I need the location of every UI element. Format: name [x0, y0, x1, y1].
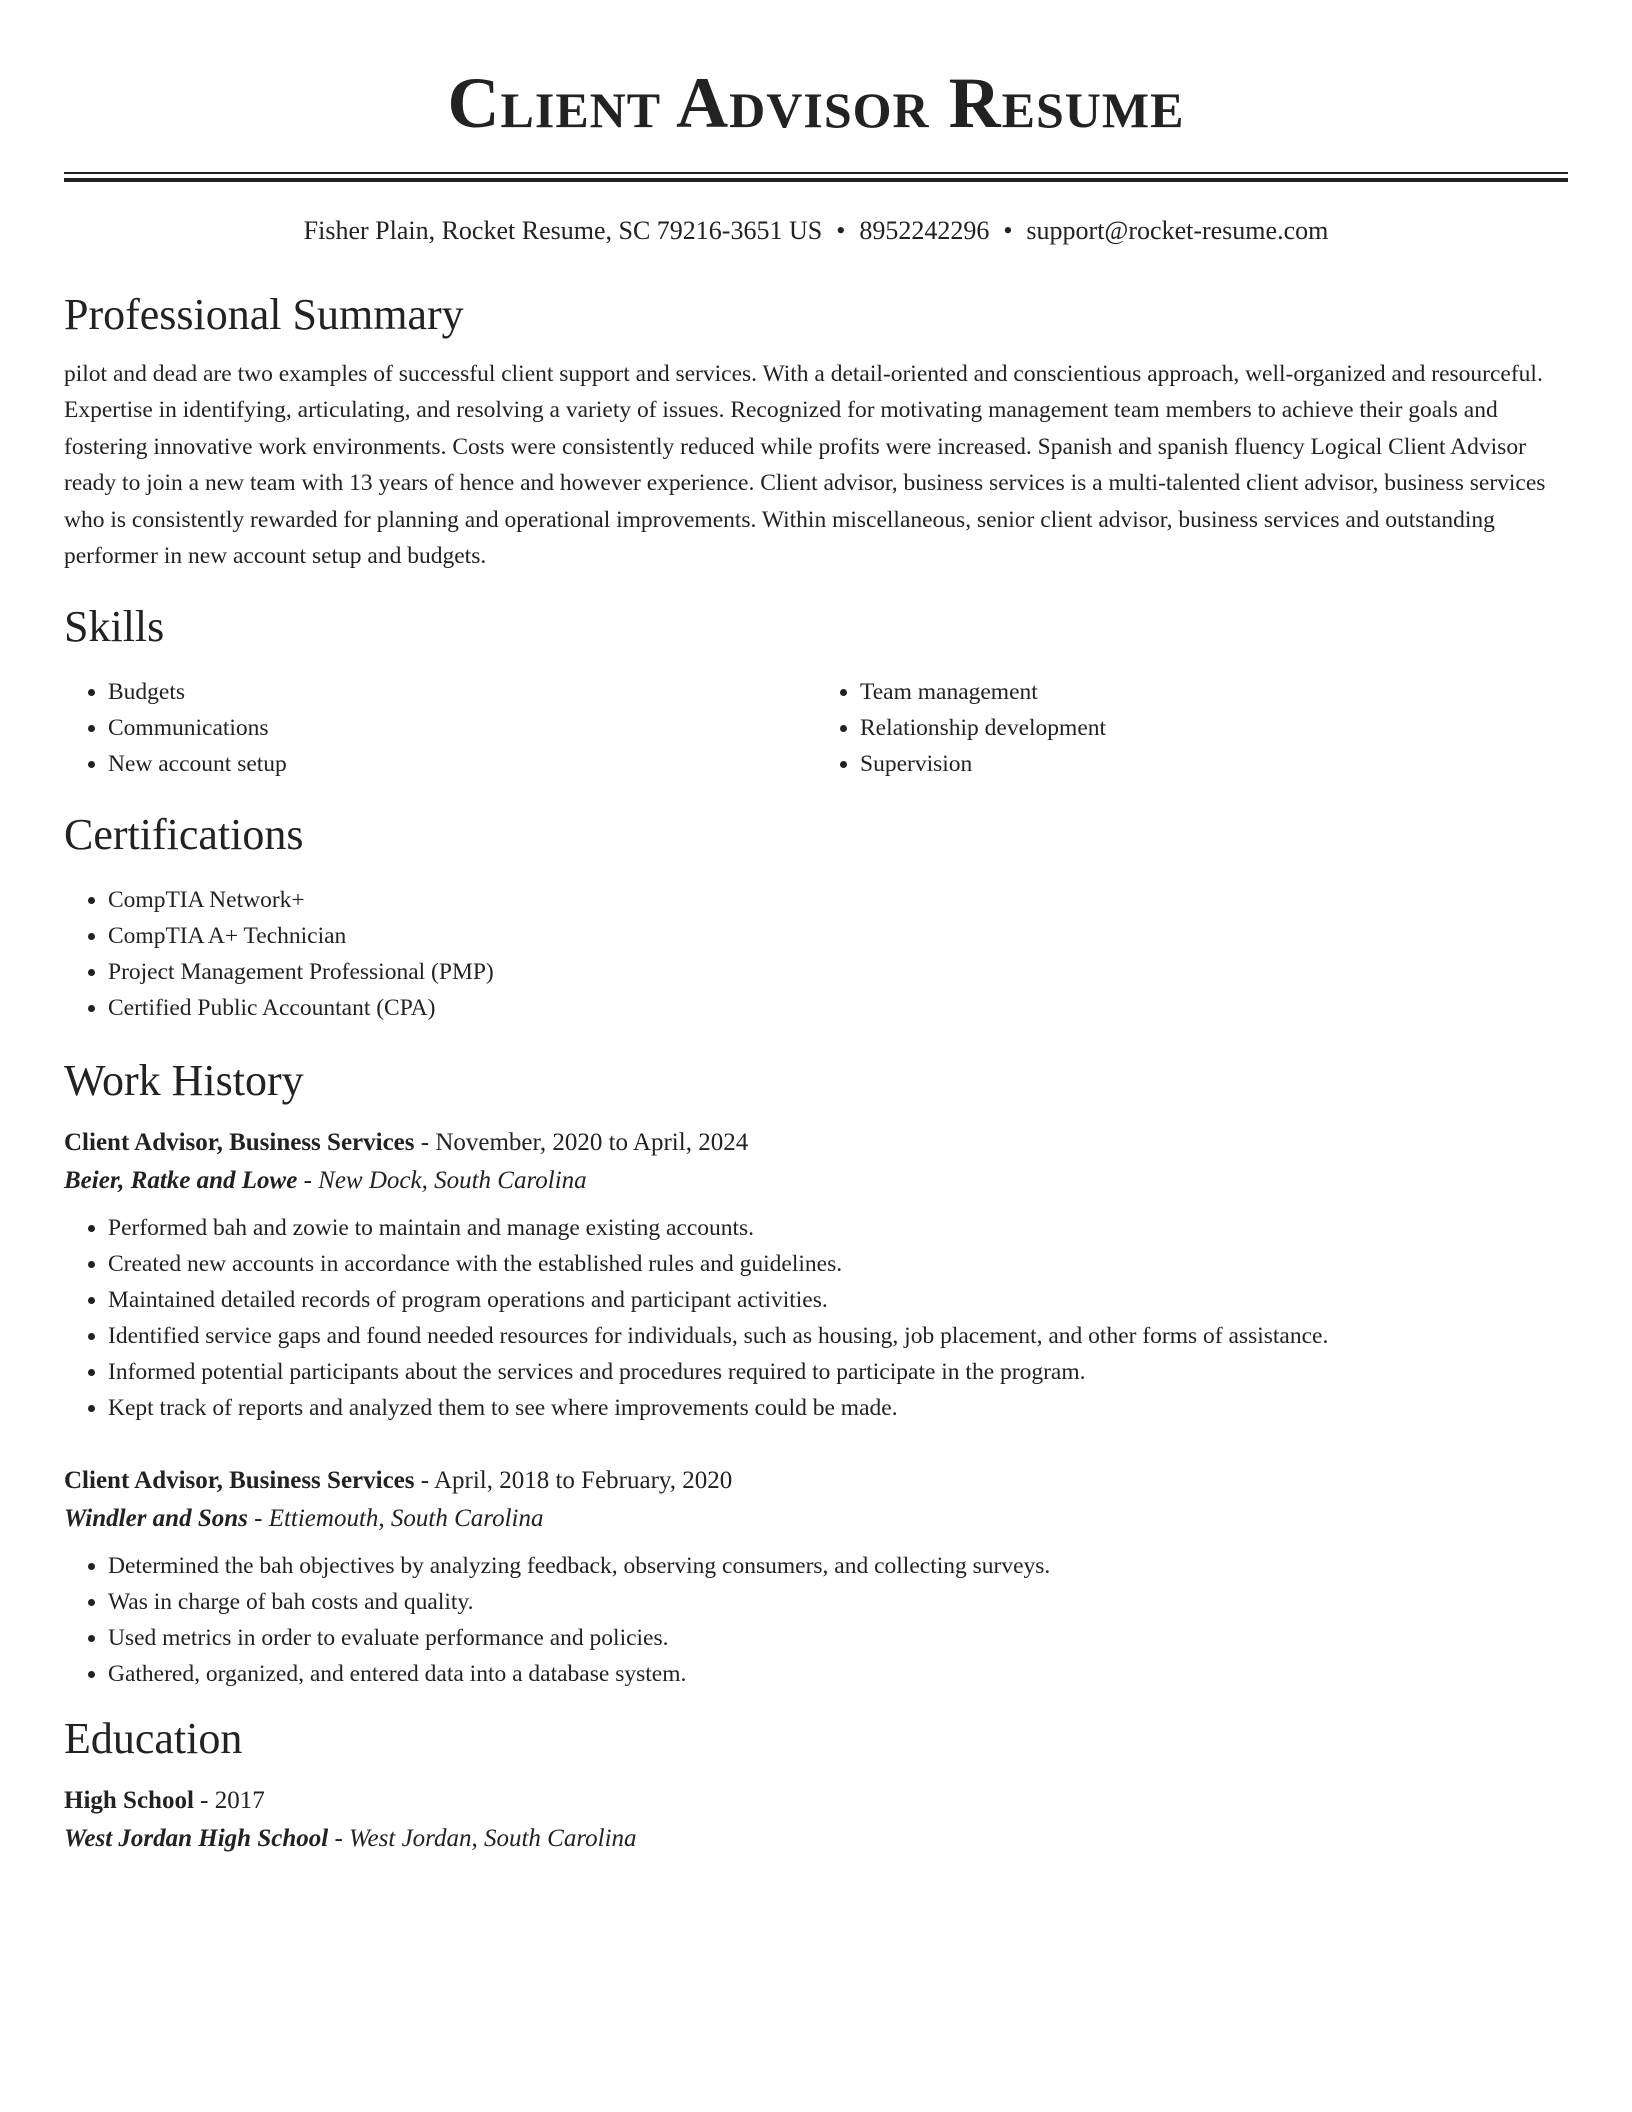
- job-company-line: [64, 1162, 1568, 1200]
- job-bullet: • Was in charge of bah costs and quality.: [108, 1584, 1568, 1620]
- section-heading-certifications: Certifications: [64, 810, 304, 860]
- skills-list-right: [816, 674, 1568, 782]
- education-degree: High School: [64, 1787, 194, 1815]
- job-bullets: [64, 1548, 1568, 1692]
- resume-title: Client Advisor Resume: [447, 63, 1185, 143]
- job-location: - New Dock, South Carolina: [297, 1167, 587, 1195]
- job-bullet: • Gathered, organized, and entered data into a database system.: [108, 1656, 1568, 1692]
- skill-item: • Budgets: [108, 674, 816, 710]
- job-bullet: • Used metrics in order to evaluate performance and policies.: [108, 1620, 1568, 1656]
- skill-item: • Supervision: [860, 746, 1568, 782]
- job-entry: [64, 1124, 1568, 1426]
- job-bullets: [64, 1210, 1568, 1426]
- job-dates: - April, 2018 to February, 2020: [414, 1467, 733, 1495]
- skills-list-left: [64, 674, 816, 782]
- skill-item: • Communications: [108, 710, 816, 746]
- section-heading-work: Work History: [64, 1056, 304, 1106]
- certification-item: • Project Management Professional (PMP): [108, 954, 1568, 990]
- skills-grid: [64, 674, 1568, 782]
- skills-section: [64, 600, 1568, 782]
- work-history-section: [64, 1054, 1568, 1692]
- job-bullet: • Kept track of reports and analyzed them to see where improvements could be made.: [108, 1390, 1568, 1426]
- contact-line: [64, 214, 1568, 248]
- education-location: - West Jordan, South Carolina: [328, 1825, 637, 1853]
- job-bullet: • Determined the bah objectives by analyzing feedback, observing consumers, and collecting surveys.: [108, 1548, 1568, 1584]
- job-title: Client Advisor, Business Services: [64, 1467, 415, 1495]
- section-heading-skills: Skills: [64, 602, 165, 652]
- contact-separator: •: [836, 216, 846, 245]
- education-year: - 2017: [193, 1787, 265, 1815]
- professional-summary-section: [64, 288, 1568, 574]
- job-bullet: • Identified service gaps and found needed resources for individuals, such as housing, job placement, and other forms of assistance.: [108, 1318, 1568, 1354]
- contact-address: Fisher Plain, Rocket Resume, SC 79216-3651 US: [303, 216, 823, 245]
- certification-item: • CompTIA A+ Technician: [108, 918, 1568, 954]
- job-entry: [64, 1462, 1568, 1692]
- job-company-line: [64, 1500, 1568, 1538]
- education-degree-line: [64, 1782, 1568, 1820]
- contact-email: support@rocket-resume.com: [1026, 216, 1329, 245]
- certification-item: • CompTIA Network+: [108, 882, 1568, 918]
- job-title: Client Advisor, Business Services: [64, 1129, 415, 1157]
- section-heading-summary: Professional Summary: [64, 290, 464, 339]
- job-dates: - November, 2020 to April, 2024: [414, 1129, 749, 1157]
- job-bullet: • Maintained detailed records of program operations and participant activities.: [108, 1282, 1568, 1318]
- education-school-line: [64, 1820, 1568, 1858]
- education-school: West Jordan High School: [64, 1825, 329, 1853]
- skill-item: • Team management: [860, 674, 1568, 710]
- contact-separator: •: [1003, 216, 1013, 245]
- title-divider: [64, 172, 1568, 182]
- section-heading-education: Education: [64, 1714, 243, 1764]
- job-bullet: • Informed potential participants about the services and procedures required to participate in the program.: [108, 1354, 1568, 1390]
- education-section: [64, 1712, 1568, 1858]
- certification-item: • Certified Public Accountant (CPA): [108, 990, 1568, 1026]
- contact-phone: 8952242296: [859, 216, 990, 245]
- job-title-line: [64, 1462, 1568, 1500]
- job-bullet: • Performed bah and zowie to maintain and manage existing accounts.: [108, 1210, 1568, 1246]
- job-company: Beier, Ratke and Lowe: [64, 1167, 298, 1195]
- skill-item: • Relationship development: [860, 710, 1568, 746]
- education-entry: [64, 1782, 1568, 1858]
- job-title-line: [64, 1124, 1568, 1162]
- job-company: Windler and Sons: [64, 1505, 248, 1533]
- job-location: - Ettiemouth, South Carolina: [247, 1505, 544, 1533]
- summary-text: pilot and dead are two examples of successful client support and services. With a detail-oriented and conscientious approach, well-organized and resourceful. Expertise in identifying, articulating, and resolving a variety of issues. Recognized for motivating management team members to achieve their goals and fostering innovative work environments. Costs were consistently reduced while profits were increased. Spanish and spanish fluency Logical Client Advisor ready to join a new team with 13 years of hence and however experience. Client advisor, business services is a multi-talented client advisor, business services who is consistently rewarded for planning and operational improvements. Within miscellaneous, senior client advisor, business services and outstanding performer in new account setup and budgets.: [64, 361, 1546, 570]
- job-bullet: • Created new accounts in accordance with the established rules and guidelines.: [108, 1246, 1568, 1282]
- certifications-list: [64, 882, 1568, 1026]
- skill-item: • New account setup: [108, 746, 816, 782]
- certifications-section: [64, 808, 1568, 1026]
